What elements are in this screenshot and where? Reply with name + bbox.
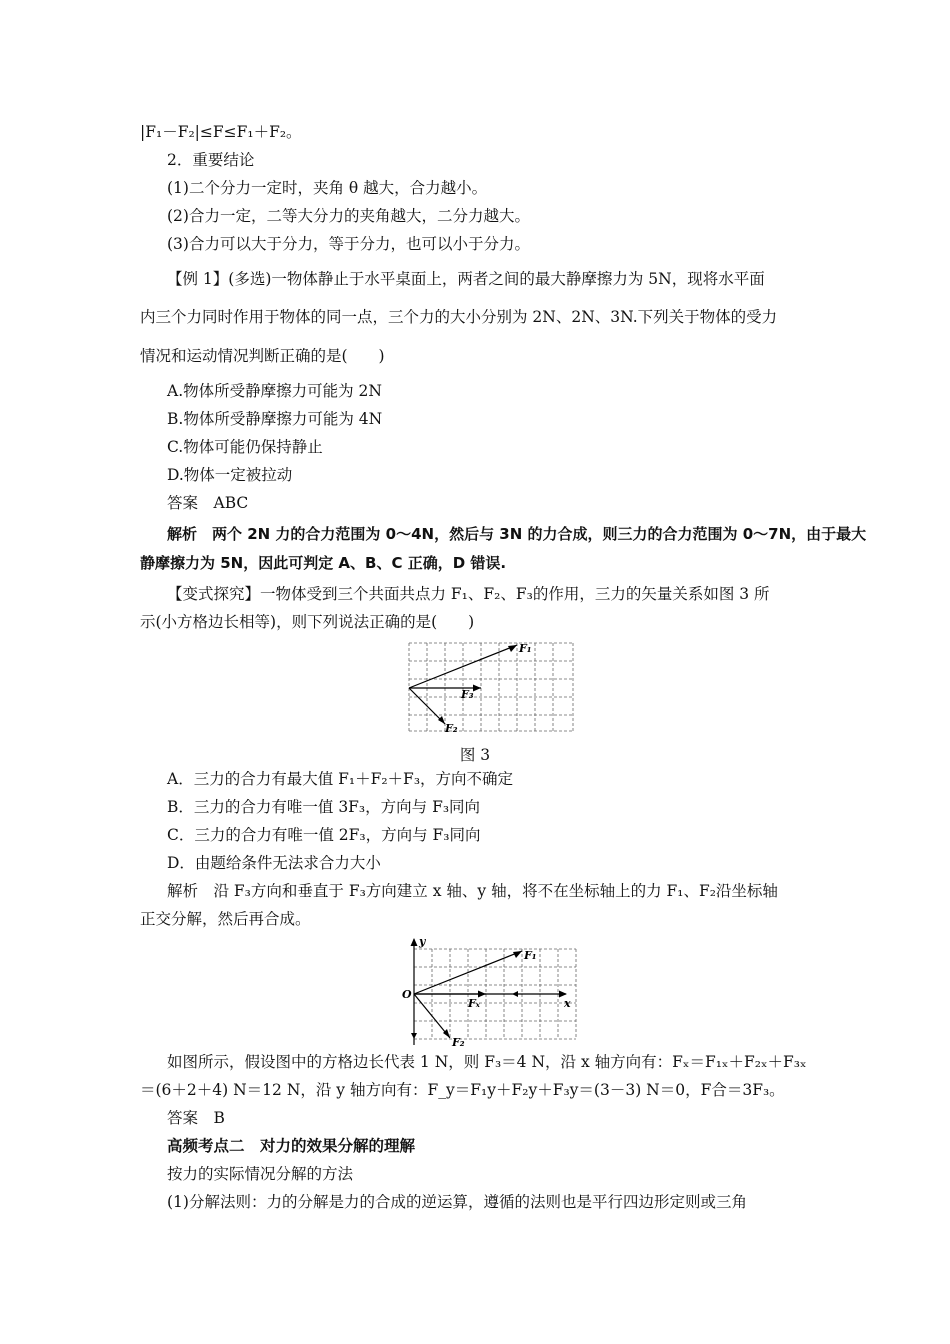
conclusion-2: (2)合力一定，二等大分力的夹角越大，二分力越大。 xyxy=(167,207,530,225)
analysis-2-line-1: 解析 沿 F₃方向和垂直于 F₃方向建立 x 轴、y 轴，将不在坐标轴上的力 F₁、F₂沿坐标轴 xyxy=(167,882,778,900)
figure-3-caption: 图 3 xyxy=(459,746,491,764)
f2-label: F₂ xyxy=(452,1036,465,1047)
calc-line-1: 如图所示，假设图中的方格边长代表 1 N，则 F₃＝4 N，沿 x 轴方向有：Fₓ＝F₁ₓ＋F₂ₓ＋F₃ₓ xyxy=(167,1053,807,1071)
variant-option-d: D．由题给条件无法求合力大小 xyxy=(167,854,381,872)
option-b: B.物体所受静摩擦力可能为 4N xyxy=(167,410,383,428)
figure-axes xyxy=(400,935,582,1047)
example-1-line-3: 情况和运动情况判断正确的是( ) xyxy=(140,347,385,365)
f1-label: F₁ xyxy=(524,949,537,962)
option-a: A.物体所受静摩擦力可能为 2N xyxy=(167,382,382,400)
formula-line: |F₁－F₂|≤F≤F₁＋F₂。 xyxy=(140,123,302,141)
conclusion-3: (3)合力可以大于分力，等于分力，也可以小于分力。 xyxy=(167,235,530,253)
option-c: C.物体可能仍保持静止 xyxy=(167,438,323,456)
variant-line-2: 示(小方格边长相等)，则下列说法正确的是( ) xyxy=(140,613,475,631)
f2-label: F₂ xyxy=(445,722,458,734)
analysis-2-line-2: 正交分解，然后再合成。 xyxy=(140,910,311,928)
answer-2: 答案 B xyxy=(167,1109,225,1127)
variant-option-b: B．三力的合力有唯一值 3F₃，方向与 F₃同向 xyxy=(167,798,481,816)
fx-label: Fₓ xyxy=(468,997,480,1010)
y-label: y xyxy=(419,935,426,948)
example-1-line-2: 内三个力同时作用于物体的同一点，三个力的大小分别为 2N、2N、3N.下列关于物体的受力 xyxy=(140,308,778,326)
variant-line-1: 【变式探究】一物体受到三个共面共点力 F₁、F₂、F₃的作用，三力的矢量关系如图 3 所 xyxy=(167,585,770,603)
analysis-1-line-2: 静摩擦力为 5N，因此可判定 A、B、C 正确，D 错误. xyxy=(140,554,507,572)
variant-option-a: A．三力的合力有最大值 F₁＋F₂＋F₃，方向不确定 xyxy=(167,770,514,788)
f1-label: F₁ xyxy=(519,642,532,655)
method-line-1: 按力的实际情况分解的方法 xyxy=(167,1165,354,1183)
f3-label: F₃ xyxy=(461,688,474,701)
f1-vector xyxy=(414,951,522,994)
conclusion-1: (1)二个分力一定时，夹角 θ 越大，合力越小。 xyxy=(167,179,488,197)
analysis-1-line-1: 解析 两个 2N 力的合力范围为 0～4N，然后与 3N 的力合成，则三力的合力范围为 0～7N，由于最大 xyxy=(167,525,867,543)
answer-1: 答案 ABC xyxy=(167,494,249,512)
variant-option-c: C．三力的合力有唯一值 2F₃，方向与 F₃同向 xyxy=(167,826,481,844)
figure-3 xyxy=(405,640,577,734)
x-label: x xyxy=(564,997,571,1010)
f1-vector xyxy=(409,645,517,688)
option-d: D.物体一定被拉动 xyxy=(167,466,293,484)
example-1-line-1: 【例 1】(多选)一物体静止于水平桌面上，两者之间的最大静摩擦力为 5N，现将水平面 xyxy=(167,270,765,288)
calc-line-2: ＝(6＋2＋4) N＝12 N，沿 y 轴方向有：F_y＝F₁y＋F₂y＋F₃y＝(3－3) N＝0，F合＝3F₃。 xyxy=(140,1081,785,1099)
section-heading: 高频考点二 对力的效果分解的理解 xyxy=(167,1136,416,1155)
heading-conclusion: 2．重要结论 xyxy=(167,151,255,169)
method-line-2: (1)分解法则：力的分解是力的合成的逆运算，遵循的法则也是平行四边形定则或三角 xyxy=(167,1193,747,1211)
origin-label: O xyxy=(402,988,412,1001)
